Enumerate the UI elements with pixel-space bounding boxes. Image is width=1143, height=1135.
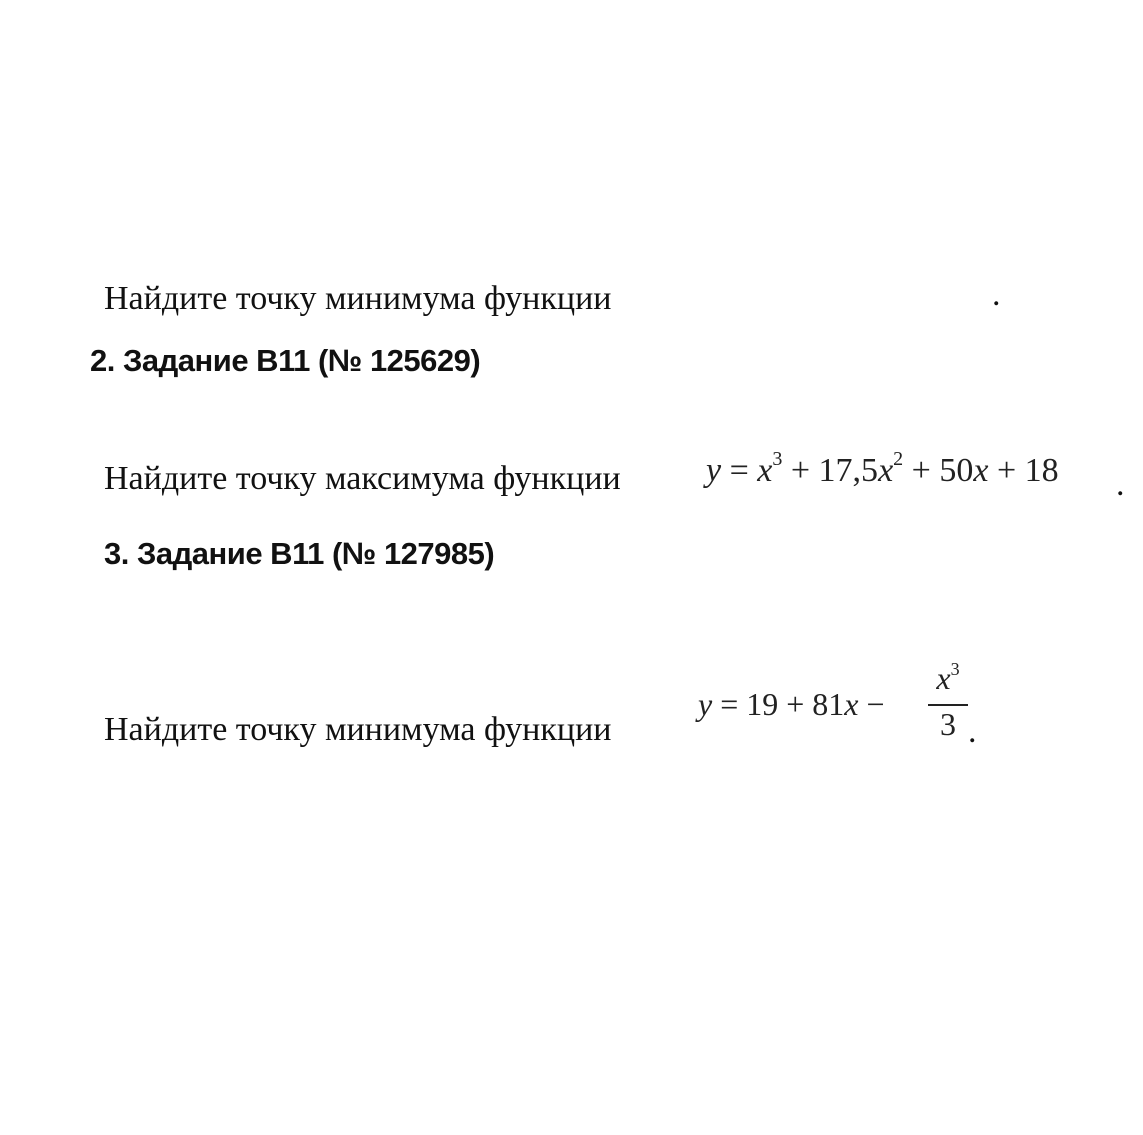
task2-period: . (1116, 466, 1125, 503)
task3-fraction (928, 660, 968, 750)
previous-task-fragment (104, 280, 704, 317)
fraction-denominator: 3 (940, 706, 956, 742)
previous-task-text: Найдите точку минимума функции (104, 280, 612, 317)
task3-formula-y: y (698, 686, 713, 722)
task2-formula: $y = x^3 + 17,5x^2 + 50x + 18$ (706, 448, 1059, 489)
fraction-numerator: $x^3$ (936, 659, 960, 696)
task3-heading: 3. Задание B11 (№ 127985) (104, 536, 495, 571)
task2-heading: 2. Задание B11 (№ 125629) (90, 343, 481, 378)
task3-formula: y = 19 + 81x − (698, 686, 885, 722)
task2-text: Найдите точку максимума функции (104, 460, 621, 497)
previous-task-period: . (992, 276, 1001, 313)
task3-period: . (968, 713, 977, 750)
task2-formula-y: y (706, 452, 722, 489)
task3-text: Найдите точку минимума функции (104, 711, 612, 748)
